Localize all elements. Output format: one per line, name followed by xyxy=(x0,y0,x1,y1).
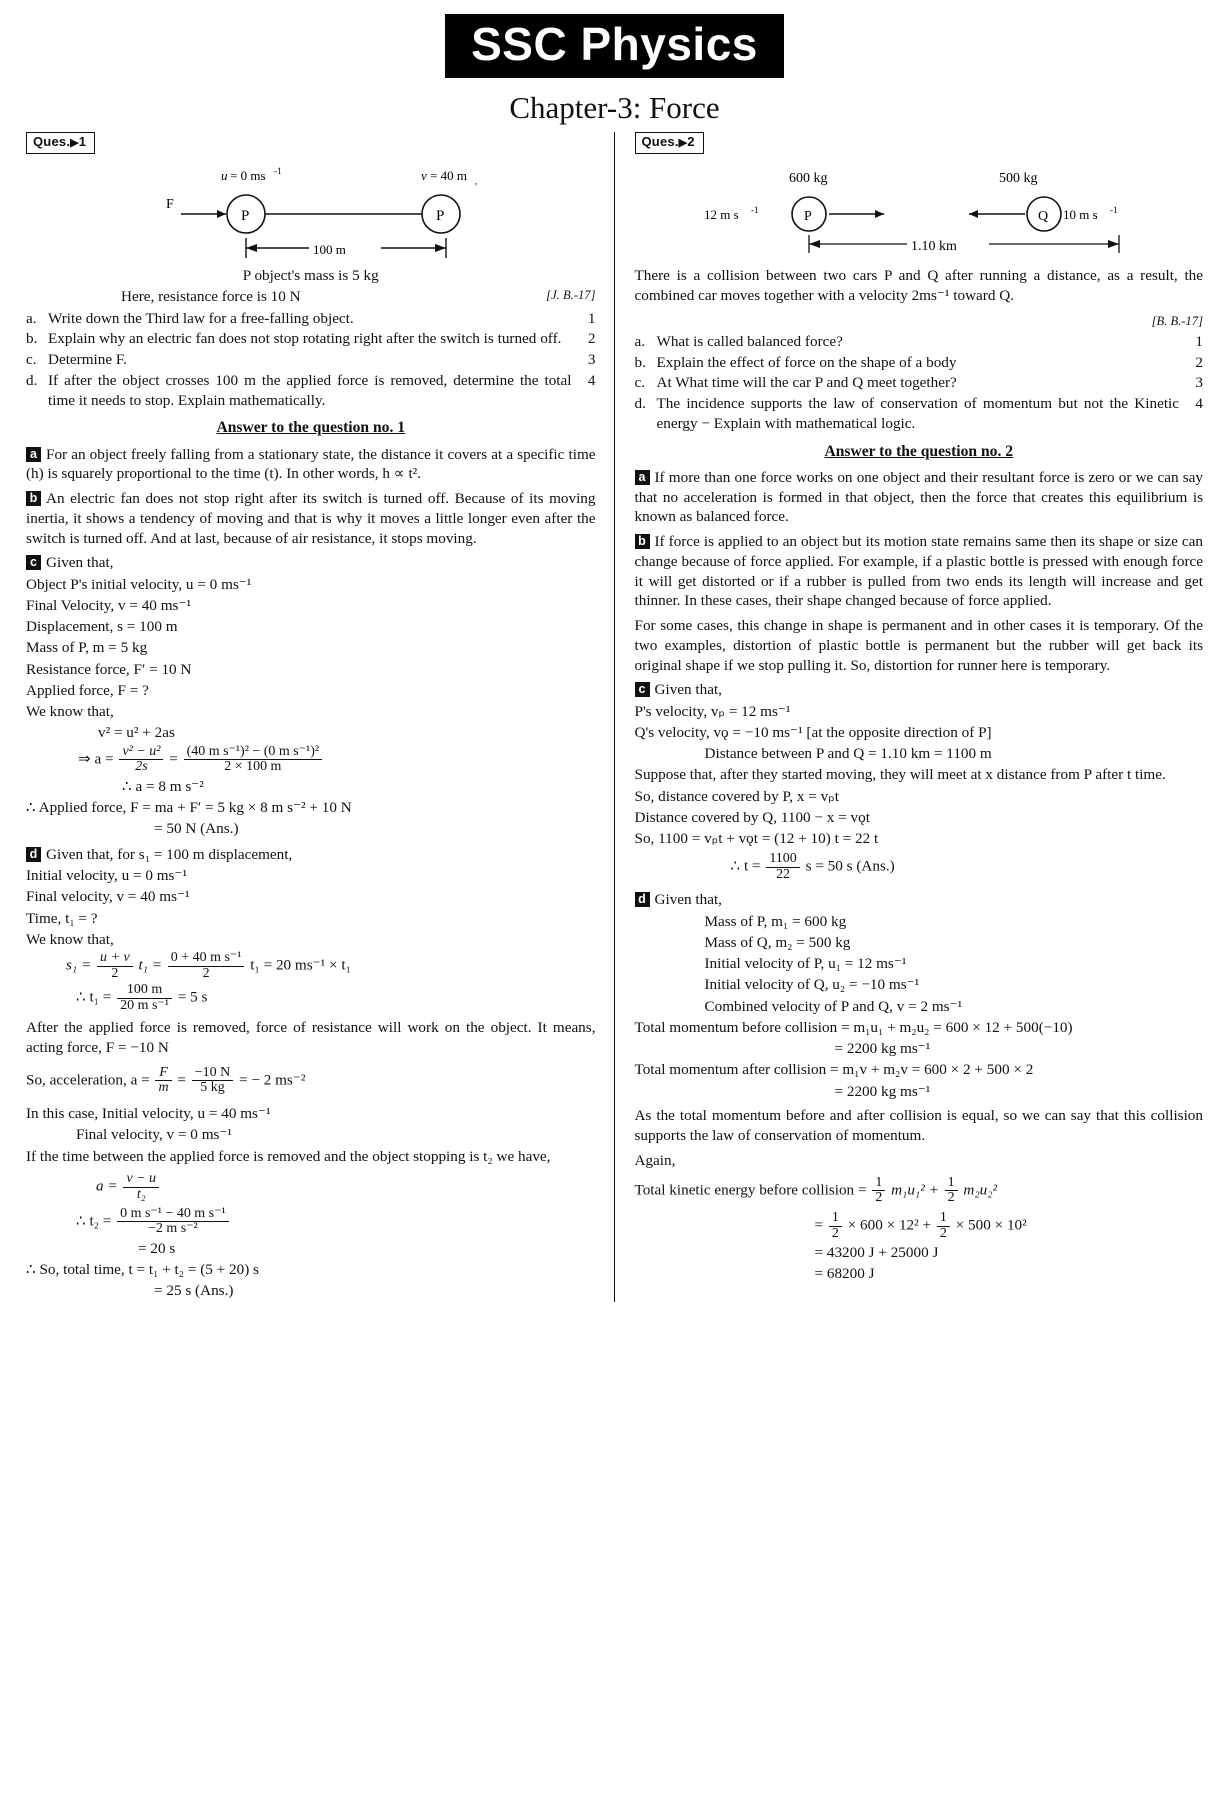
svg-text:Q: Q xyxy=(1037,209,1048,225)
two-column-body xyxy=(0,132,1229,1322)
source-reference-1: [J. B.-17] xyxy=(546,288,596,303)
given-line: Applied force, F = ? xyxy=(26,681,149,699)
momentum-before-result: = 2200 kg ms⁻¹ xyxy=(834,1040,931,1058)
figure-question-2 xyxy=(635,164,1204,264)
figure-1-caption: P object's mass is 5 kg xyxy=(242,267,379,285)
item-marks: 2 xyxy=(1195,353,1203,371)
answer-2a xyxy=(635,468,1204,527)
fraction xyxy=(192,1066,233,1096)
answer-2b xyxy=(635,532,1204,611)
question-2-tag xyxy=(635,132,704,154)
question-2-stem: There is a collision between two cars P and Q after running a distance, as a result, the combined car moves together with a velocity 2ms⁻¹ toward Q. xyxy=(634,267,1203,304)
answer-2b-paragraph-2: For some cases, this change in shape is permanent and in other cases it is temporary. Of the two examples, distortion of plastic bottle is permanent but the rubber will get back its original shape if we stop pulling it. So, distortion for runner here is temporary. xyxy=(634,617,1203,674)
answer-1a xyxy=(26,445,596,485)
list-item xyxy=(26,309,596,329)
equation-tail: = − 2 ms⁻² xyxy=(238,1071,306,1089)
equals-sign: = xyxy=(177,1071,186,1089)
equation-mid: t₁ = xyxy=(138,956,162,974)
item-text: Write down the Third law for a free-falling object. xyxy=(48,309,354,327)
svg-text:12 m s: 12 m s xyxy=(703,207,739,223)
figure-1-svg xyxy=(71,164,551,264)
fraction xyxy=(123,1172,159,1202)
equation xyxy=(76,983,596,1013)
badge-b: b xyxy=(26,491,41,506)
given-label: Given that, xyxy=(654,681,722,699)
denominator: 2 xyxy=(939,1225,947,1241)
list-item xyxy=(635,373,1204,393)
answer-1c-given xyxy=(26,553,596,573)
question-1-tag xyxy=(26,132,95,154)
svg-text:P: P xyxy=(803,209,812,225)
momentum-after-result: = 2200 kg ms⁻¹ xyxy=(834,1082,931,1100)
fraction xyxy=(829,1211,842,1241)
equation: v² = u² + 2as xyxy=(98,724,175,742)
equation-tail: s = 50 s (Ans.) xyxy=(805,857,895,875)
given-line: Suppose that, after they started moving, they will meet at x distance from P after t time. xyxy=(634,766,1166,784)
answer-2c-given xyxy=(635,680,1204,700)
step-line: Distance covered by Q, 1100 − x = vǫt xyxy=(634,808,870,826)
svg-text:= 40 m: = 40 m xyxy=(429,168,467,184)
question-tag-number: 1 xyxy=(78,134,87,150)
equation xyxy=(78,745,596,775)
equation-mid: m₁u₁² + xyxy=(891,1181,939,1199)
equation-lead: ∴ t₂ = xyxy=(76,1212,112,1230)
resistance-force-note: Here, resistance force is 10 N xyxy=(121,288,301,306)
question-tag-label: Ques. xyxy=(33,134,71,150)
numerator: (40 m s⁻¹)² − (0 m s⁻¹)² xyxy=(184,745,323,761)
fraction xyxy=(117,1207,229,1237)
fraction xyxy=(155,1066,171,1096)
equation-lead: a = xyxy=(96,1177,118,1195)
given-line: Combined velocity of P and Q, v = 2 ms⁻¹ xyxy=(704,997,963,1015)
svg-text:600 kg: 600 kg xyxy=(788,171,828,187)
right-column xyxy=(615,132,1204,1302)
item-marks: 3 xyxy=(1195,374,1203,392)
numerator: 1 xyxy=(945,1176,958,1192)
fraction xyxy=(168,951,245,981)
equation-tail: t₁ = 20 ms⁻¹ × t₁ xyxy=(250,956,351,974)
fraction xyxy=(184,745,323,775)
triangle-icon: ▶ xyxy=(70,137,79,150)
kinetic-energy-result: = 68200 J xyxy=(814,1264,875,1282)
list-item xyxy=(26,350,596,370)
equation xyxy=(96,1172,596,1202)
badge-d: d xyxy=(26,847,41,862)
svg-text:u: u xyxy=(220,168,228,184)
kinetic-energy-substitution xyxy=(815,1211,1204,1241)
svg-text:100 m: 100 m xyxy=(312,242,346,258)
given-line: Distance between P and Q = 1.10 km = 1100 m xyxy=(704,745,992,763)
given-line: Displacement, s = 100 m xyxy=(26,618,178,636)
item-text: Explain the effect of force on the shape of a body xyxy=(656,353,957,371)
denominator: 2 xyxy=(875,1190,883,1206)
denominator: m xyxy=(158,1080,169,1096)
denominator: 5 kg xyxy=(200,1080,225,1096)
equation-mid: × 600 × 12² + xyxy=(847,1216,932,1234)
badge-c: c xyxy=(635,682,650,697)
item-marks: 1 xyxy=(587,309,596,327)
denominator: 2 × 100 m xyxy=(224,759,282,775)
badge-c: c xyxy=(26,555,41,570)
equation: ∴ a = 8 m s⁻² xyxy=(122,777,204,795)
momentum-after-line: Total momentum after collision = m₁v + m₂v = 600 × 2 + 500 × 2 xyxy=(634,1061,1034,1079)
equation xyxy=(66,951,596,981)
equation: ∴ So, total time, t = t₁ + t₂ = (5 + 20) s xyxy=(26,1260,259,1278)
given-line: Mass of P, m₁ = 600 kg xyxy=(704,912,847,930)
triangle-icon: ▶ xyxy=(678,137,688,150)
denominator: 2 xyxy=(202,965,210,981)
numerator: u + v xyxy=(97,951,133,967)
figure-question-1 xyxy=(26,164,596,264)
answer-1-heading: Answer to the question no. 1 xyxy=(216,419,406,437)
equation-tail: × 500 × 10² xyxy=(955,1216,1027,1234)
item-label: c. xyxy=(634,374,646,392)
question-2-list xyxy=(635,332,1204,434)
equation-lead: So, acceleration, a = xyxy=(26,1071,150,1089)
equation-lead: Total kinetic energy before collision = xyxy=(634,1181,867,1199)
numerator: 1100 xyxy=(766,852,799,868)
list-item xyxy=(635,332,1204,352)
svg-text:': ' xyxy=(474,181,477,194)
denominator: t₂ xyxy=(136,1187,146,1202)
numerator: v − u xyxy=(123,1172,159,1188)
item-label: d. xyxy=(634,395,646,413)
given-line: Q's velocity, vǫ = −10 ms⁻¹ [at the opposite direction of P] xyxy=(634,723,992,741)
fraction xyxy=(937,1211,950,1241)
question-1-list xyxy=(26,309,596,411)
numerator: 0 m s⁻¹ − 40 m s⁻¹ xyxy=(117,1207,229,1223)
svg-text:10 m s: 10 m s xyxy=(1062,207,1098,223)
given-label: Given that, xyxy=(46,554,114,572)
badge-a: a xyxy=(635,470,650,485)
denominator: 20 m s⁻¹ xyxy=(120,997,169,1013)
acceleration-equation xyxy=(26,1066,596,1096)
numerator: 1 xyxy=(829,1211,842,1227)
item-text: Determine F. xyxy=(48,351,127,369)
momentum-conclusion: As the total momentum before and after collision is equal, so we can say that this collision supports the law of conservation of momentum. xyxy=(634,1107,1203,1145)
item-label: b. xyxy=(634,353,646,371)
svg-text:-1: -1 xyxy=(273,166,282,177)
given-label: Given that, xyxy=(654,891,722,909)
denominator: 2 xyxy=(831,1225,839,1241)
given-line: Time, t₁ = ? xyxy=(26,909,98,927)
equation-lead: ⇒ a = xyxy=(78,750,114,768)
list-item xyxy=(635,394,1204,434)
kinetic-energy-equation xyxy=(635,1176,1204,1206)
equation-result: = 50 N (Ans.) xyxy=(154,820,239,838)
equation-tail: = 5 s xyxy=(177,988,208,1006)
numerator: 100 m xyxy=(117,983,172,999)
momentum-before-line: Total momentum before collision = m₁u₁ + m₂u₂ = 600 × 12 + 500(−10) xyxy=(634,1018,1073,1036)
fraction xyxy=(945,1176,958,1206)
answer-1d-note-4: If the time between the applied force is removed and the object stopping is t₂ we have, xyxy=(26,1147,551,1165)
denominator: 2 xyxy=(111,965,119,981)
step-line: So, 1100 = vₚt + vǫt = (12 + 10) t = 22 t xyxy=(634,830,879,848)
page-title: SSC Physics xyxy=(445,14,784,78)
we-know-that-1c: We know that, xyxy=(26,703,114,721)
item-marks: 1 xyxy=(1195,332,1203,350)
svg-text:v: v xyxy=(420,168,427,184)
step-line: So, distance covered by P, x = vₚt xyxy=(634,787,839,805)
given-line: Resistance force, F′ = 10 N xyxy=(26,660,192,678)
denominator: 2 xyxy=(947,1190,955,1206)
given-label: Given that, for s₁ = 100 m displacement, xyxy=(46,845,293,863)
numerator: F xyxy=(155,1066,171,1082)
given-line: Object P's initial velocity, u = 0 ms⁻¹ xyxy=(26,575,252,593)
svg-text:= 0 ms: = 0 ms xyxy=(229,168,266,184)
kinetic-energy-sum: = 43200 J + 25000 J xyxy=(814,1243,939,1261)
chapter-title: Chapter-3: Force xyxy=(509,90,720,126)
answer-1d-note-2: In this case, Initial velocity, u = 40 ms⁻¹ xyxy=(26,1105,271,1123)
badge-a: a xyxy=(26,447,41,462)
source-reference-2-text: [B. B.-17] xyxy=(1151,313,1203,328)
answer-2a-text: If more than one force works on one object and their resultant force is zero or we can say that no acceleration is formed in that object, then the force that creates this equilibrium is known as balanced force. xyxy=(634,468,1203,526)
numerator: v² − u² xyxy=(119,745,163,761)
given-line: Final Velocity, v = 40 ms⁻¹ xyxy=(26,596,191,614)
given-line: Final velocity, v = 40 ms⁻¹ xyxy=(26,888,190,906)
again-label: Again, xyxy=(634,1151,676,1169)
item-text: If after the object crosses 100 m the applied force is removed, determine the total time it needs to stop. Explain mathematically. xyxy=(48,371,572,409)
source-reference-2 xyxy=(635,311,1204,331)
given-line: Initial velocity of P, u₁ = 12 ms⁻¹ xyxy=(704,955,907,973)
answer-2-heading: Answer to the question no. 2 xyxy=(824,442,1014,460)
list-item xyxy=(635,353,1204,373)
fraction xyxy=(97,951,133,981)
item-text: Explain why an electric fan does not stop rotating right after the switch is turned off. xyxy=(48,330,562,348)
svg-text:P: P xyxy=(435,208,445,225)
answer-1b xyxy=(26,489,596,548)
item-text: What is called balanced force? xyxy=(656,332,843,350)
equation: = 20 s xyxy=(138,1239,176,1257)
equation: ∴ Applied force, F = ma + F′ = 5 kg × 8 m s⁻² + 10 N xyxy=(26,798,352,816)
answer-2b-text-1: If force is applied to an object but its motion state remains same then its shape or size can change because of force applied. For example, if a plastic bottle is pressed with enough force it will get distorted or if a rubber is pulled from two ends its length will increase and get thinner. In these cases, their shape changed because of force applied. xyxy=(634,533,1203,610)
answer-1d-given xyxy=(26,845,596,865)
question-tag-label: Ques. xyxy=(641,134,679,150)
given-line: Mass of Q, m₂ = 500 kg xyxy=(704,933,851,951)
given-line: Initial velocity of Q, u₂ = −10 ms⁻¹ xyxy=(704,976,920,994)
list-item xyxy=(26,329,596,349)
fraction xyxy=(766,852,799,882)
fraction xyxy=(117,983,172,1013)
item-label: c. xyxy=(26,351,37,369)
equation xyxy=(76,1207,596,1237)
equation-lead: ∴ t₁ = xyxy=(76,988,112,1006)
figure-2-svg xyxy=(669,164,1169,264)
fraction xyxy=(872,1176,885,1206)
svg-text:-1: -1 xyxy=(1109,205,1118,216)
page-header xyxy=(0,0,1229,78)
we-know-that-1d: We know that, xyxy=(26,930,114,948)
answer-1a-text: For an object freely falling from a stationary state, the distance it covers at a specific time (h) is squarely proportional to the time (t). In other words, h ∝ t². xyxy=(26,445,596,483)
given-line: Initial velocity, u = 0 ms⁻¹ xyxy=(26,867,188,885)
given-line: P's velocity, vₚ = 12 ms⁻¹ xyxy=(634,702,791,720)
left-column xyxy=(26,132,615,1302)
svg-text:1.10 km: 1.10 km xyxy=(910,239,957,255)
answer-1d-note-1: After the applied force is removed, force of resistance will work on the object. It means, acting force, F = −10 N xyxy=(26,1019,596,1056)
equation-tail: m₂u₂² xyxy=(963,1181,998,1199)
item-label: a. xyxy=(634,332,646,350)
denominator: 22 xyxy=(776,866,791,882)
item-marks: 3 xyxy=(587,351,596,369)
equation xyxy=(731,852,1204,882)
numerator: 1 xyxy=(937,1211,950,1227)
fraction xyxy=(119,745,163,775)
denominator: −2 m s⁻² xyxy=(148,1221,198,1237)
item-text: At What time will the car P and Q meet together? xyxy=(656,374,957,392)
answer-1d-note-3: Final velocity, v = 0 ms⁻¹ xyxy=(76,1126,232,1144)
item-marks: 2 xyxy=(587,330,596,348)
question-tag-number: 2 xyxy=(687,134,695,150)
item-marks: 4 xyxy=(1195,395,1203,413)
badge-d: d xyxy=(635,892,650,907)
list-item xyxy=(26,371,596,411)
equals-sign: = xyxy=(169,750,178,768)
svg-text:F: F xyxy=(165,197,174,213)
numerator: −10 N xyxy=(192,1066,233,1082)
item-label: a. xyxy=(26,309,37,327)
numerator: 1 xyxy=(872,1176,885,1192)
svg-text:500 kg: 500 kg xyxy=(998,171,1038,187)
item-text: The incidence supports the law of conservation of momentum but not the Kinetic energy − Explain with mathematical logic. xyxy=(656,395,1179,432)
item-marks: 4 xyxy=(587,371,596,389)
badge-b: b xyxy=(635,534,650,549)
answer-2d-given xyxy=(635,890,1204,910)
numerator: 0 + 40 m s⁻¹ xyxy=(168,951,245,967)
svg-text:-1: -1 xyxy=(750,205,759,216)
equation-lead: s₁ = xyxy=(66,956,92,974)
answer-1b-text: An electric fan does not stop right after its switch is turned off. Because of its moving inertia, it shows a tendency of moving and that is why it moves a little longer even after the switch is turned off. And at last, because of air resistance, it stops moving. xyxy=(26,490,596,547)
item-label: d. xyxy=(26,371,38,389)
denominator: 2s xyxy=(135,759,148,775)
given-line: Mass of P, m = 5 kg xyxy=(26,639,148,657)
svg-text:P: P xyxy=(240,208,250,225)
item-label: b. xyxy=(26,330,38,348)
equation-lead: ∴ t = xyxy=(730,857,761,875)
equation-lead: = xyxy=(814,1216,824,1234)
equation-result: = 25 s (Ans.) xyxy=(154,1282,234,1300)
